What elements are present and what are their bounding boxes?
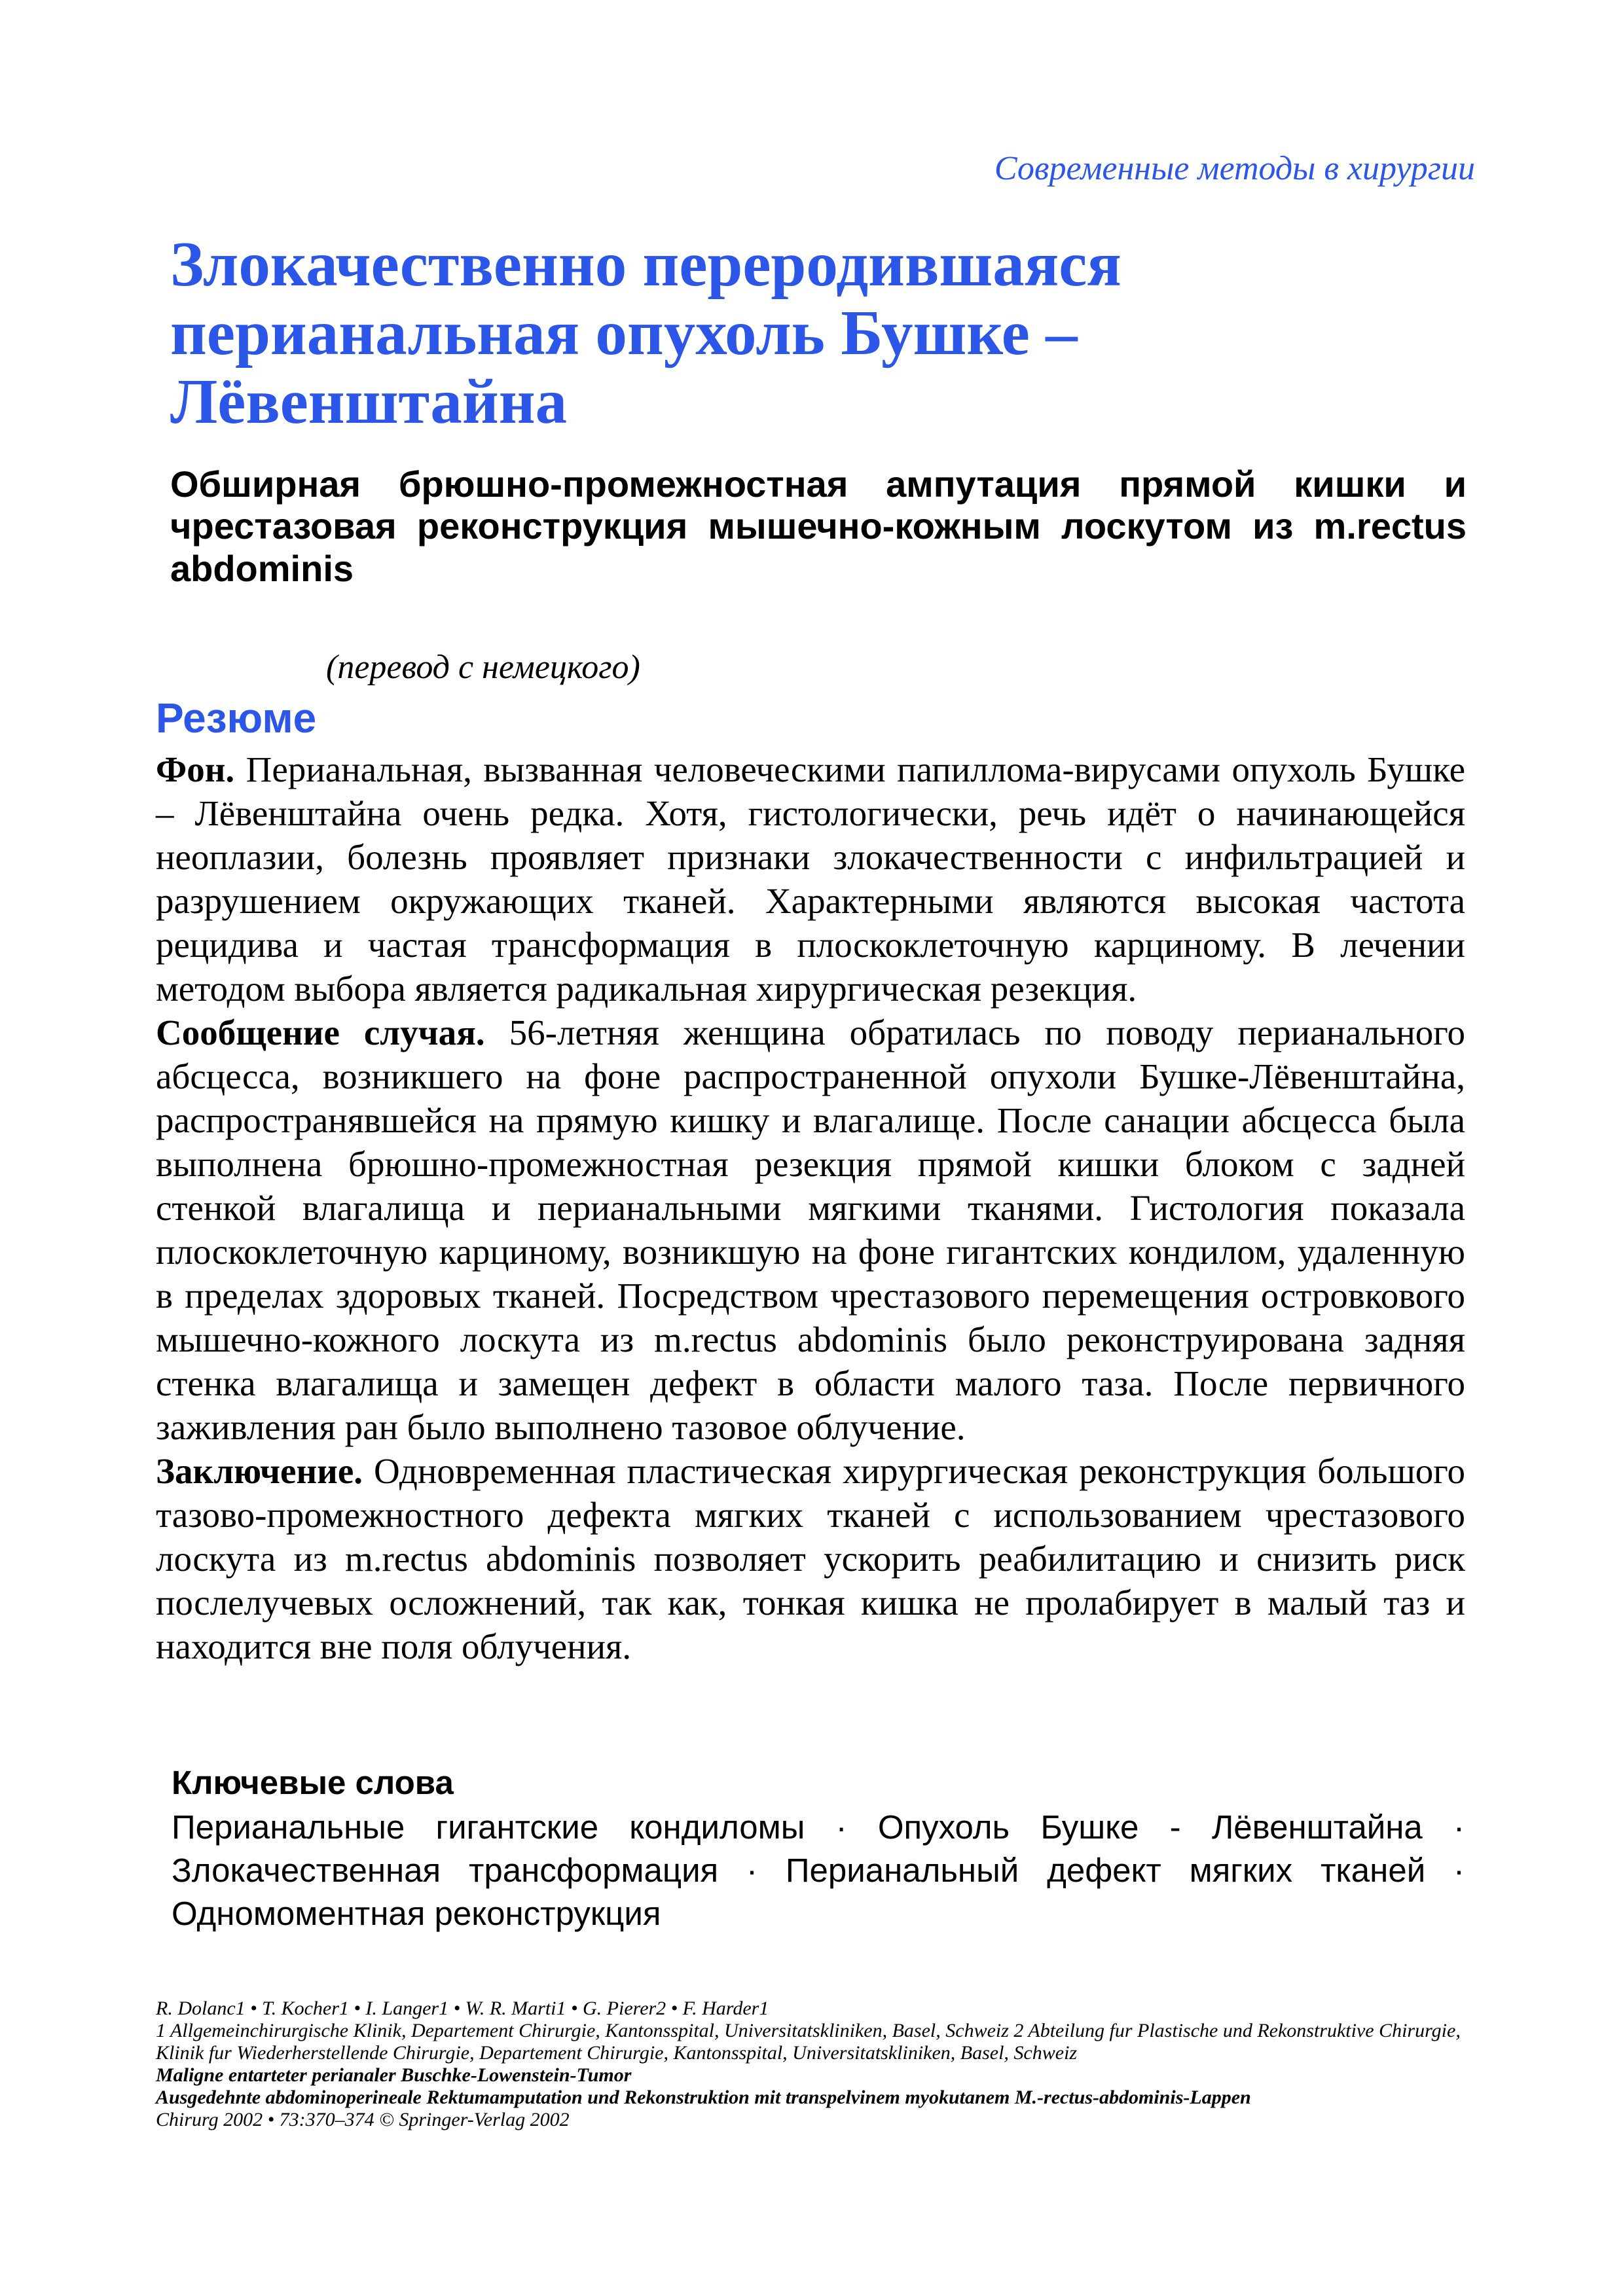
- keywords-title: Ключевые слова: [172, 1764, 454, 1801]
- journal-rubric: Современные методы в хирургии: [994, 150, 1475, 187]
- case-text: 56-летняя женщина обратилась по поводу перианального абсцесса, возникшего на фоне распространенной опухоли Бушке-Лёвенштайна, распространявшейся на прямую кишку и влагалище. После санации абсцесса была выполнена брюшно-промежностная резекция прямой кишки блоком с задней стенкой влагалища и перианальными мягкими тканями. Гистология показала плоскоклеточную карциному, возникшую на фоне гигантских кондилом, удаленную в пределах здоровых тканей. Посредством чрестазового перемещения островкового мышечно-кожного лоскута из m.rectus abdominis было реконструирована задняя стенка влагалища и замещен дефект в области малого таза. После первичного заживления ран было выполнено тазовое облучение.: [156, 1013, 1465, 1447]
- footer-citation: Chirurg 2002 • 73:370–374 © Springer-Verlag 2002: [156, 2109, 570, 2130]
- keywords-list: Перианальные гигантские кондиломы · Опухоль Бушке - Лёвенштайна · Злокачественная трансформация · Перианальный дефект мягких тканей · Одномоментная реконструкция: [172, 1808, 1465, 1932]
- conclusion-label: Заключение.: [156, 1451, 363, 1491]
- background-label: Фон.: [156, 749, 235, 789]
- case-label: Сообщение случая.: [156, 1013, 485, 1052]
- conclusion-text: Одновременная пластическая хирургическая реконструкция большого тазово-промежностного дефекта мягких тканей с использованием чрестазового лоскута из m.rectus abdominis позволяет ускорить реабилитацию и снизить риск послелучевых осложнений, так как, тонкая кишка не пролабирует в малый таз и находится вне поля облучения.: [156, 1451, 1465, 1666]
- translation-note: (перевод с немецкого): [326, 649, 640, 686]
- abstract-conclusion-paragraph: [156, 1449, 1465, 1668]
- footer-original-title: Maligne entarteter perianaler Buschke-Lowenstein-Tumor: [156, 2064, 632, 2086]
- abstract-body: [156, 747, 1465, 1668]
- article-subtitle: Обширная брюшно-промежностная ампутация прямой кишки и чрестазовая реконструкция мышечно-кожным лоскутом из m.rectus abdominis: [170, 463, 1467, 589]
- article-title: Злокачественно переродившаяся перианальная опухоль Бушке – Лёвенштайна: [170, 229, 1122, 437]
- footer-authors: R. Dolanc1 • T. Kocher1 • I. Langer1 • W. R. Marti1 • G. Pierer2 • F. Harder1: [156, 1998, 769, 2019]
- keywords-section: [172, 1763, 1465, 1935]
- abstract-background-paragraph: [156, 747, 1465, 1011]
- footer-original-subtitle: Ausgedehnte abdominoperineale Rektumamputation und Rekonstruktion mit transpelvinem myokutanem M.-rectus-abdominis-Lappen: [156, 2087, 1251, 2108]
- abstract-case-paragraph: [156, 1011, 1465, 1449]
- abstract-heading: Резюме: [156, 694, 317, 742]
- citation-footer: [156, 1998, 1465, 2131]
- footer-affiliations: 1 Allgemeinchirurgische Klinik, Departement Chirurgie, Kantonsspital, Universitatskliniken, Basel, Schweiz 2 Abteilung fur Plastische und Rekonstruktive Chirurgie, Klinik fur Wiederherstellende Chirurgie, Departement Chirurgie, Kantonsspital, Universitatskliniken, Basel, Schweiz: [156, 2020, 1461, 2064]
- background-text: Перианальная, вызванная человеческими папиллома-вирусами опухоль Бушке – Лёвенштайна очень редка. Хотя, гистологически, речь идёт о начинающейся неоплазии, болезнь проявляет признаки злокачественности с инфильтрацией и разрушением окружающих тканей. Характерными являются высокая частота рецидива и частая трансформация в плоскоклеточную карциному. В лечении методом выбора является радикальная хирургическая резекция.: [156, 749, 1465, 1009]
